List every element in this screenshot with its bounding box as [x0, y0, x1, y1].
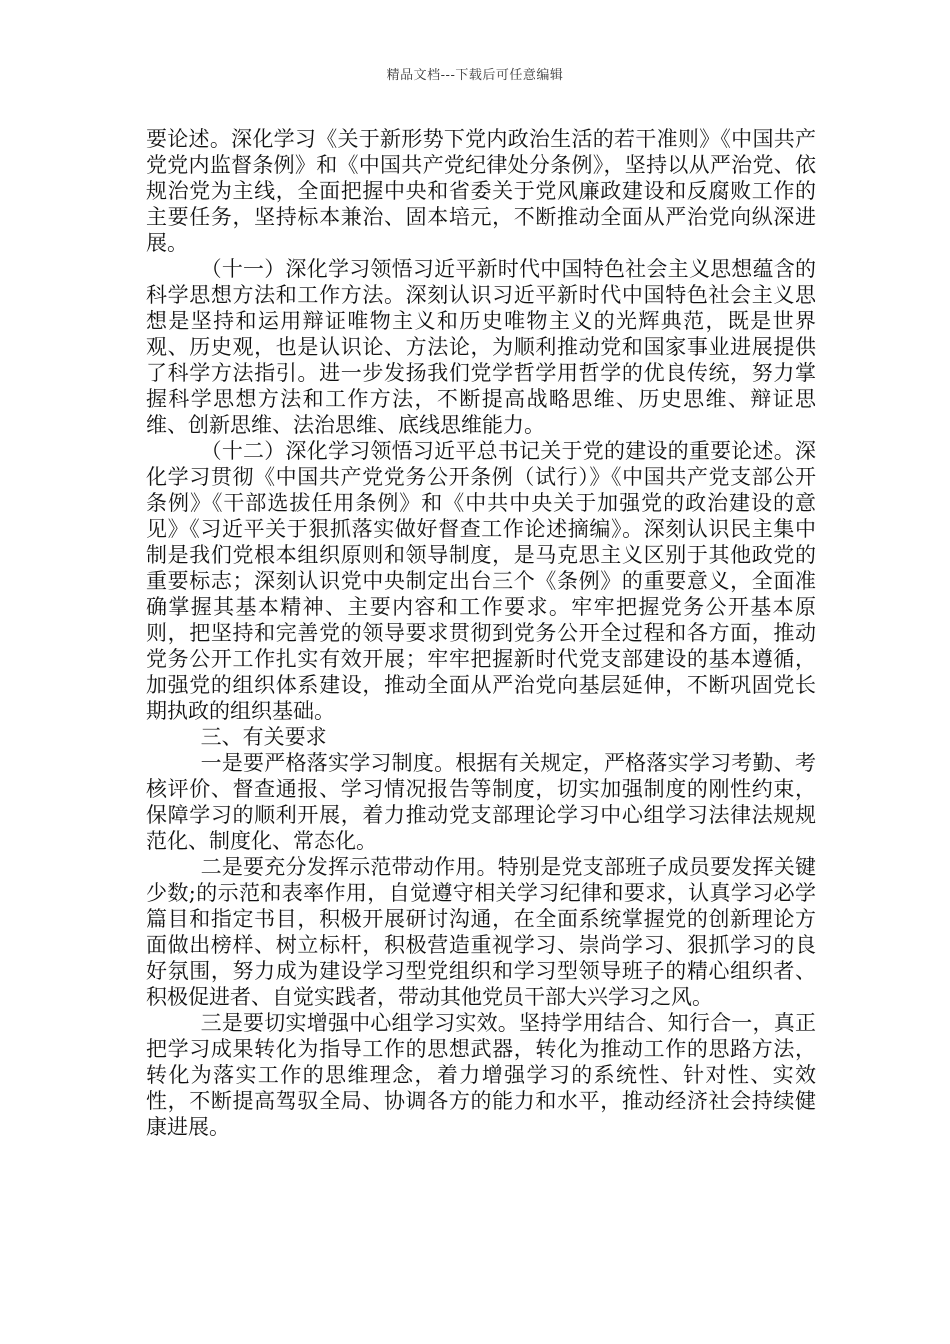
- paragraph-3: （十二）深化学习领悟习近平总书记关于党的建设的重要论述。深化学习贯彻《中国共产党党务公开条例（试行）》《中国共产党支部公开条例》《干部选拔任用条例》和《中共中央关于加强党的政治建设的意见》《习近平关于狠抓落实做好督查工作论述摘编》。深刻认识民主集中制是我们党根本组织原则和领导制度，是马克思主义区别于其他政党的重要标志；深刻认识党中央制定出台三个《条例》的重要意义，全面准确掌握其基本精神、主要内容和工作要求。牢牢把握党务公开基本原则，把坚持和完善党的领导要求贯彻到党务公开全过程和各方面，推动党务公开工作扎实有效开展；牢牢把握新时代党支部建设的基本遵循，加强党的组织体系建设，推动全面从严治党向基层延伸，不断巩固党长期执政的组织基础。: [146, 439, 816, 723]
- document-body: [146, 126, 816, 1140]
- section-heading: 三、有关要求: [200, 725, 327, 749]
- paragraph-5: 二是要充分发挥示范带动作用。特别是党支部班子成员要发挥关键少数;的示范和表率作用，自觉遵守相关学习纪律和要求，认真学习必学篇目和指定书目，积极开展研讨沟通，在全面系统掌握党的创新理论方面做出榜样、树立标杆，积极营造重视学习、崇尚学习、狠抓学习的良好氛围，努力成为建设学习型党组织和学习型领导班子的精心组织者、积极促进者、自觉实践者，带动其他党员干部大兴学习之风。: [146, 855, 816, 1009]
- paragraph-4: 一是要严格落实学习制度。根据有关规定，严格落实学习考勤、考核评价、督查通报、学习情况报告等制度，切实加强制度的刚性约束，保障学习的顺利开展，着力推动党支部理论学习中心组学习法律法规规范化、制度化、常态化。: [146, 751, 816, 853]
- paragraph-2: （十一）深化学习领悟习近平新时代中国特色社会主义思想蕴含的科学思想方法和工作方法。深刻认识习近平新时代中国特色社会主义思想是坚持和运用辩证唯物主义和历史唯物主义的光辉典范，既是世界观、历史观，也是认识论、方法论，为顺利推动党和国家事业进展提供了科学方法指引。进一步发扬我们党学哲学用哲学的优良传统，努力掌握科学思想方法和工作方法，不断提高战略思维、历史思维、辩证思维、创新思维、法治思维、底线思维能力。: [146, 257, 816, 437]
- paragraph-1: 要论述。深化学习《关于新形势下党内政治生活的若干准则》《中国共产党党内监督条例》和《中国共产党纪律处分条例》，坚持以从严治党、依规治党为主线，全面把握中央和省委关于党风廉政建设和反腐败工作的主要任务，坚持标本兼治、固本培元，不断推动全面从严治党向纵深进展。: [146, 127, 816, 255]
- page-header: 精品文档---下载后可任意编辑: [386, 68, 564, 83]
- paragraph-6: 三是要切实增强中心组学习实效。坚持学用结合、知行合一，真正把学习成果转化为指导工作的思想武器，转化为推动工作的思路方法，转化为落实工作的思维理念，着力增强学习的系统性、针对性、实效性，不断提高驾驭全局、协调各方的能力和水平，推动经济社会持续健康进展。: [146, 1011, 816, 1139]
